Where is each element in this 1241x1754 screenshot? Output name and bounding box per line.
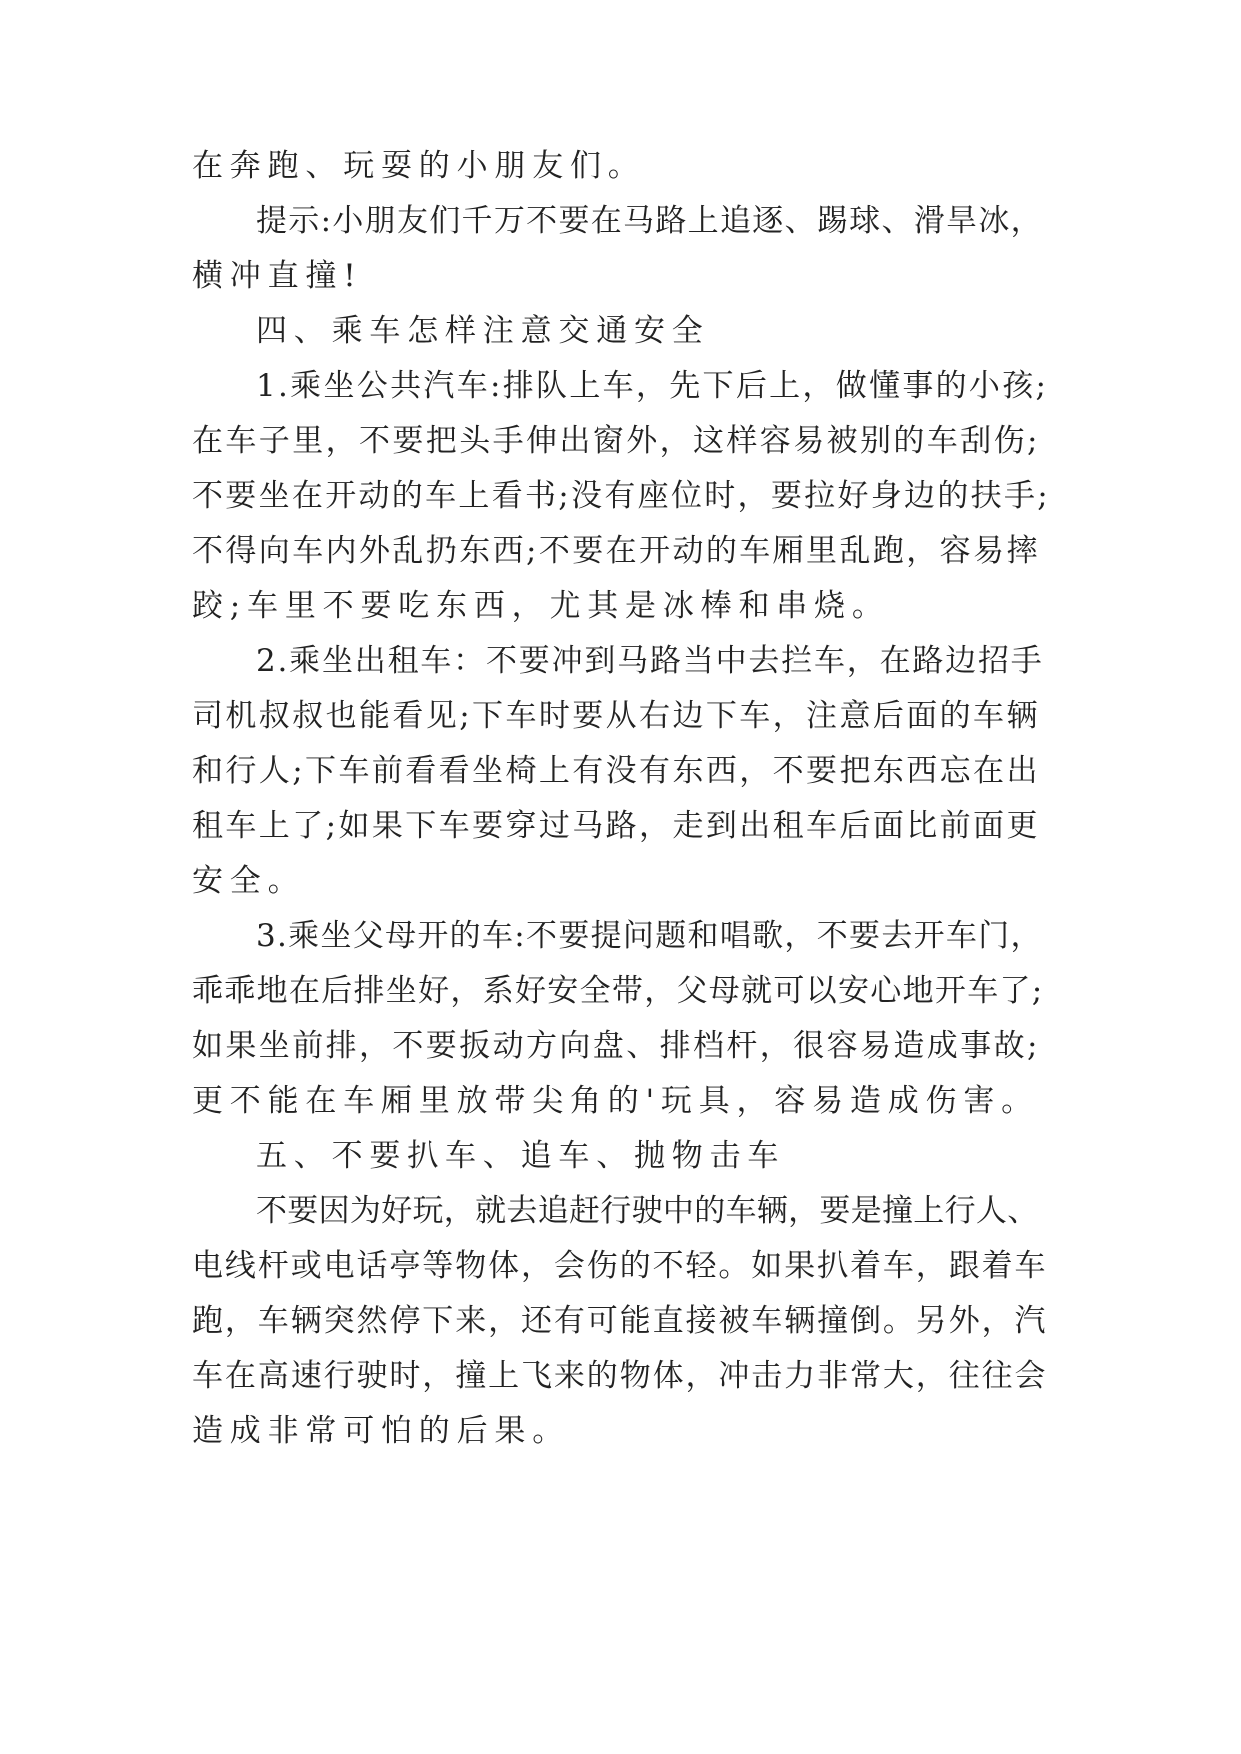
text-line: 更不能在车厢里放带尖角的'玩具，容易造成伤害。 <box>192 1083 1039 1119</box>
text-line: 和行人;下车前看看坐椅上有没有东西，不要把东西忘在出 <box>192 753 1040 789</box>
section-heading: 四、乘车怎样注意交通安全 <box>256 313 710 349</box>
text-line: 2.乘坐出租车：不要冲到马路当中去拦车，在路边招手 <box>256 643 1044 679</box>
text-line: 在车子里，不要把头手伸出窗外，这样容易被别的车刮伤; <box>192 423 1040 459</box>
text-line: 提示:小朋友们千万不要在马路上追逐、踢球、滑旱冰， <box>256 203 1043 239</box>
text-line: 车在高速行驶时，撞上飞来的物体，冲击力非常大，往往会 <box>192 1358 1048 1394</box>
text-line: 不要因为好玩，就去追赶行驶中的车辆，要是撞上行人、 <box>256 1193 1039 1229</box>
text-line: 跑，车辆突然停下来，还有可能直接被车辆撞倒。另外，汽 <box>192 1303 1048 1339</box>
text-line: 在奔跑、玩耍的小朋友们。 <box>192 148 646 184</box>
text-line: 租车上了;如果下车要穿过马路，走到出租车后面比前面更 <box>192 808 1040 844</box>
text-line: 乖乖地在后排坐好，系好安全带，父母就可以安心地开车了; <box>192 973 1044 1009</box>
text-line: 不要坐在开动的车上看书;没有座位时，要拉好身边的扶手; <box>192 478 1050 514</box>
text-line: 造成非常可怕的后果。 <box>192 1413 570 1449</box>
text-line: 安全。 <box>192 863 306 899</box>
text-line: 如果坐前排，不要扳动方向盘、排档杆，很容易造成事故; <box>192 1028 1040 1064</box>
text-line: 司机叔叔也能看见;下车时要从右边下车，注意后面的车辆 <box>192 698 1040 734</box>
text-line: 电线杆或电话亭等物体，会伤的不轻。如果扒着车，跟着车 <box>192 1248 1048 1284</box>
text-line: 1.乘坐公共汽车:排队上车，先下后上，做懂事的小孩; <box>256 368 1049 404</box>
section-heading: 五、不要扒车、追车、抛物击车 <box>256 1138 786 1174</box>
text-line: 不得向车内外乱扔东西;不要在开动的车厢里乱跑，容易摔 <box>192 533 1040 569</box>
text-line: 横冲直撞! <box>192 258 363 294</box>
text-line: 3.乘坐父母开的车:不要提问题和唱歌，不要去开车门， <box>256 918 1043 954</box>
text-line: 跤;车里不要吃东西，尤其是冰棒和串烧。 <box>192 588 890 624</box>
